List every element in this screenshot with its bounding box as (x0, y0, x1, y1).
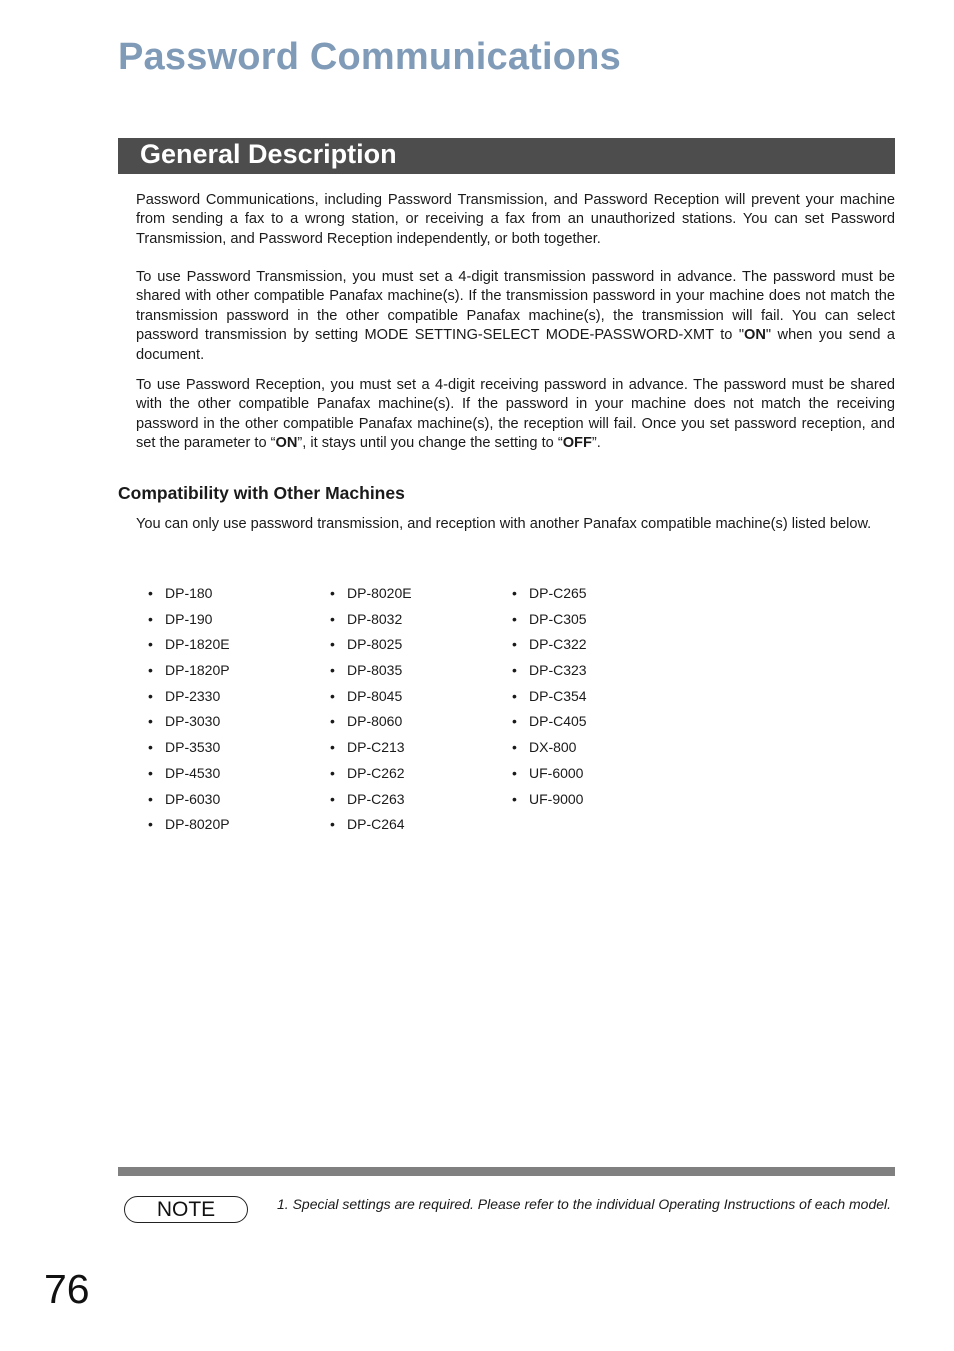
bullet-icon: • (330, 713, 335, 730)
model-name: DP-C354 (529, 687, 587, 704)
text-segment: ”. (591, 435, 601, 452)
bullet-icon: • (512, 662, 517, 679)
model-list-column-1 (136, 583, 230, 840)
model-name: DP-8020P (165, 816, 230, 833)
list-item (136, 737, 230, 763)
model-name: UF-6000 (529, 764, 584, 781)
bullet-icon: • (330, 790, 335, 807)
model-name: DP-8025 (347, 636, 403, 653)
note-text: 1. Special settings are required. Please refer to the individual Operating Instructions of each model. (277, 1196, 892, 1212)
note-divider (118, 1167, 895, 1176)
bullet-icon: • (512, 687, 517, 704)
list-item (136, 583, 230, 609)
model-name: DP-8060 (347, 713, 403, 730)
text-segment: ”, it stays until you change the setting to “ (297, 435, 563, 452)
model-name: DP-8020E (347, 585, 412, 601)
bullet-icon: • (330, 816, 335, 833)
bullet-icon: • (148, 585, 153, 601)
bullet-icon: • (148, 713, 153, 730)
model-name: DP-C322 (529, 636, 587, 653)
list-item (500, 711, 587, 737)
emphasis-on: ON (744, 327, 766, 344)
list-item (318, 660, 412, 686)
password-reception-paragraph (136, 376, 895, 454)
text-segment: To use Password Reception, you must set a 4-digit receiving password in advance. The password must be shared with the other compatible Panafax machine(s). If the password in your machine does not match the receiving password in the other compatible Panafax machine(s), the reception will fail. Once you set password reception, and set the parameter to “ (136, 377, 895, 452)
list-item (136, 814, 230, 840)
bullet-icon: • (148, 816, 153, 833)
bullet-icon: • (512, 764, 517, 781)
bullet-icon: • (512, 790, 517, 807)
section-title: General Description (140, 139, 397, 169)
bullet-icon: • (148, 764, 153, 781)
model-name: DP-C305 (529, 610, 587, 627)
list-item (500, 609, 587, 635)
emphasis-on: ON (275, 435, 298, 452)
model-name: DP-1820P (165, 662, 230, 679)
list-item (136, 711, 230, 737)
model-name: DP-3030 (165, 713, 221, 730)
list-item (500, 789, 587, 815)
bullet-icon: • (512, 585, 517, 601)
bullet-icon: • (148, 790, 153, 807)
list-item (318, 737, 412, 763)
bullet-icon: • (330, 739, 335, 756)
list-item (318, 583, 412, 609)
model-name: DP-2330 (165, 687, 221, 704)
list-item (500, 583, 587, 609)
model-name: DP-190 (165, 610, 213, 627)
list-item (318, 763, 412, 789)
bullet-icon: • (330, 610, 335, 627)
bullet-icon: • (512, 610, 517, 627)
bullet-icon: • (148, 687, 153, 704)
bullet-icon: • (330, 687, 335, 704)
list-item (318, 711, 412, 737)
bullet-icon: • (148, 636, 153, 653)
emphasis-off: OFF (562, 435, 592, 452)
model-name: DP-C263 (347, 790, 405, 807)
model-name: DP-4530 (165, 764, 221, 781)
list-item (500, 763, 587, 789)
bullet-icon: • (330, 662, 335, 679)
list-item (136, 609, 230, 635)
page-number: 76 (44, 1266, 90, 1312)
list-item (500, 737, 587, 763)
model-name: DP-8035 (347, 662, 403, 679)
bullet-icon: • (148, 662, 153, 679)
list-item (500, 660, 587, 686)
section-header-bar (118, 138, 895, 174)
model-name: DX-800 (529, 739, 577, 756)
model-name: DP-C265 (529, 585, 587, 601)
list-item (318, 814, 412, 840)
model-name: UF-9000 (529, 790, 584, 807)
bullet-icon: • (148, 739, 153, 756)
list-item (318, 686, 412, 712)
compatibility-intro: You can only use password transmission, and reception with another Panafax compatible machine(s) listed below. (136, 516, 872, 532)
text-segment: " when you send a document. (136, 327, 895, 363)
note-badge: NOTE (124, 1196, 248, 1223)
list-item (318, 609, 412, 635)
model-name: DP-C323 (529, 662, 587, 679)
bullet-icon: • (330, 764, 335, 781)
bullet-icon: • (330, 585, 335, 601)
list-item (318, 634, 412, 660)
list-item (136, 634, 230, 660)
list-item (136, 686, 230, 712)
list-item (318, 789, 412, 815)
model-name: DP-C264 (347, 816, 405, 833)
text-segment: To use Password Transmission, you must set a 4-digit transmission password in advance. The password must be shared with other compatible Panafax machine(s). If the transmission password in your machine does not match the transmission password in the other compatible Panafax machine(s), the transmission will fail. You can select password transmission by setting MODE SETTING-SELECT MODE-PASSWORD-XMT to " (136, 269, 895, 344)
model-name: DP-C213 (347, 739, 405, 756)
password-transmission-paragraph (136, 268, 895, 365)
list-item (136, 789, 230, 815)
bullet-icon: • (512, 739, 517, 756)
model-name: DP-6030 (165, 790, 221, 807)
compatibility-heading: Compatibility with Other Machines (118, 483, 405, 503)
list-item (136, 763, 230, 789)
list-item (136, 660, 230, 686)
bullet-icon: • (512, 636, 517, 653)
intro-paragraph: Password Communications, including Password Transmission, and Password Reception will prevent your machine from sending a fax to a wrong station, or receiving a fax from an unauthorized stations. You can set Password Transmission, and Password Reception independently, or both together. (136, 192, 895, 247)
list-item (500, 634, 587, 660)
bullet-icon: • (512, 713, 517, 730)
model-list-column-2 (318, 583, 412, 840)
bullet-icon: • (148, 610, 153, 627)
model-list-column-3 (500, 583, 587, 814)
model-name: DP-8045 (347, 687, 403, 704)
model-name: DP-C262 (347, 764, 405, 781)
page-title: Password Communications (118, 36, 621, 78)
list-item (500, 686, 587, 712)
model-name: DP-180 (165, 585, 213, 601)
model-name: DP-8032 (347, 610, 403, 627)
bullet-icon: • (330, 636, 335, 653)
model-name: DP-C405 (529, 713, 587, 730)
model-name: DP-1820E (165, 636, 230, 653)
model-name: DP-3530 (165, 739, 221, 756)
